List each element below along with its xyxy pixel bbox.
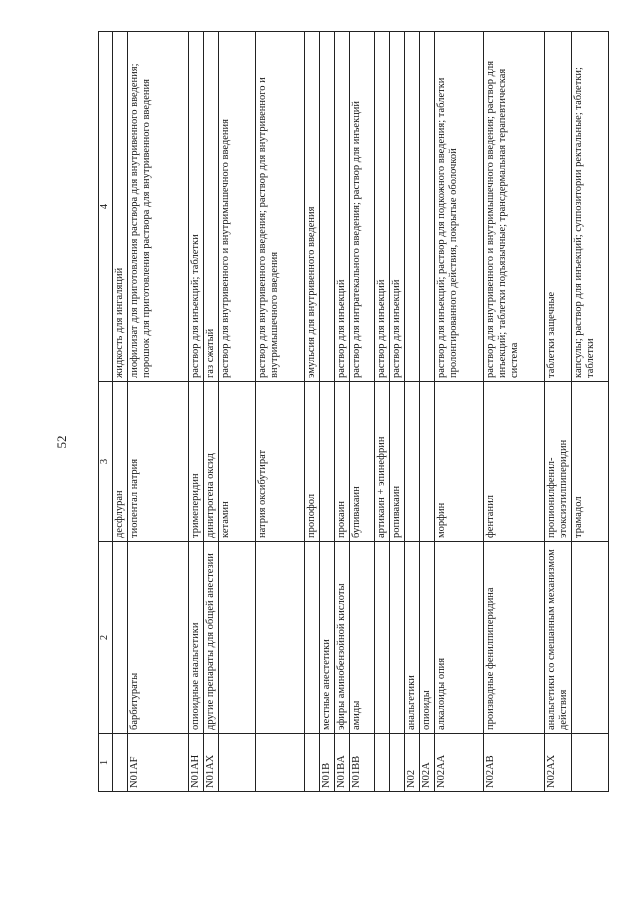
- group-name-cell: [375, 542, 390, 734]
- table-body: [99, 32, 609, 792]
- group-name-cell: опиоидные анальгетики: [189, 542, 204, 734]
- dosage-form-cell: раствор для инъекций; раствор для подкожного введения; таблетки пролонгированного действия, покрытые оболочкой: [435, 32, 484, 382]
- group-name-cell: [390, 542, 405, 734]
- dosage-form-cell: капсулы; раствор для инъекций; суппозитории ректальные; таблетки; таблетки: [572, 32, 609, 382]
- table-row: [350, 32, 375, 792]
- atc-code-cell: N01BA: [335, 734, 350, 792]
- group-name-cell: опиоиды: [420, 542, 435, 734]
- dosage-form-cell: раствор для инъекций: [390, 32, 405, 382]
- table-row: [189, 32, 204, 792]
- group-name-cell: другие препараты для общей анестезии: [204, 542, 219, 734]
- group-name-cell: алкалоиды опия: [435, 542, 484, 734]
- dosage-form-cell: раствор для интратекального введения; раствор для инъекций: [350, 32, 375, 382]
- dosage-form-cell: таблетки защечные: [545, 32, 572, 382]
- dosage-form-cell: раствор для инъекций: [335, 32, 350, 382]
- drug-name-cell: артикаин + эпинефрин: [375, 382, 390, 542]
- dosage-form-cell: лиофилизат для приготовления раствора для внутривенного введения; порошок для приготовления раствора для внутривенного введения: [128, 32, 189, 382]
- table-row: [305, 32, 320, 792]
- dosage-form-cell: [420, 32, 435, 382]
- table-row: [128, 32, 189, 792]
- drug-name-cell: бупивакаин: [350, 382, 375, 542]
- atc-code-cell: N01AF: [128, 734, 189, 792]
- column-header: 3: [99, 382, 113, 542]
- atc-code-cell: N02AA: [435, 734, 484, 792]
- table-row: [390, 32, 405, 792]
- dosage-form-cell: раствор для внутривенного и внутримышечного введения: [219, 32, 256, 382]
- dosage-form-cell: газ сжатый: [204, 32, 219, 382]
- drug-name-cell: фентанил: [484, 382, 545, 542]
- table-row: [405, 32, 420, 792]
- group-name-cell: [572, 542, 609, 734]
- table-row: [375, 32, 390, 792]
- drug-table-page: [98, 32, 596, 792]
- drug-name-cell: динитрогена оксид: [204, 382, 219, 542]
- table-row: [320, 32, 335, 792]
- dosage-form-cell: раствор для инъекций; таблетки: [189, 32, 204, 382]
- atc-code-cell: [375, 734, 390, 792]
- drug-name-cell: прокаин: [335, 382, 350, 542]
- group-name-cell: анальгетики: [405, 542, 420, 734]
- drug-classification-table: [98, 31, 609, 792]
- group-name-cell: анальгетики со смешанным механизмом действия: [545, 542, 572, 734]
- page-number: 52: [54, 435, 69, 449]
- group-name-cell: барбитураты: [128, 542, 189, 734]
- dosage-form-cell: эмульсия для внутривенного введения: [305, 32, 320, 382]
- atc-code-cell: N01BB: [350, 734, 375, 792]
- group-name-cell: [305, 542, 320, 734]
- group-name-cell: [256, 542, 305, 734]
- column-header: 2: [99, 542, 113, 734]
- dosage-form-cell: раствор для инъекций: [375, 32, 390, 382]
- column-header: 4: [99, 32, 113, 382]
- drug-name-cell: десфлуран: [113, 382, 128, 542]
- group-name-cell: амиды: [350, 542, 375, 734]
- group-name-cell: [219, 542, 256, 734]
- table-row: [435, 32, 484, 792]
- atc-code-cell: N02AX: [545, 734, 572, 792]
- atc-code-cell: [305, 734, 320, 792]
- atc-code-cell: N01B: [320, 734, 335, 792]
- group-name-cell: [113, 542, 128, 734]
- atc-code-cell: N02AB: [484, 734, 545, 792]
- drug-name-cell: [405, 382, 420, 542]
- atc-code-cell: [256, 734, 305, 792]
- drug-name-cell: тиопентал натрия: [128, 382, 189, 542]
- dosage-form-cell: раствор для внутривенного введения; раствор для внутривенного и внутримышечного введения: [256, 32, 305, 382]
- atc-code-cell: [219, 734, 256, 792]
- drug-name-cell: натрия оксибутират: [256, 382, 305, 542]
- group-name-cell: производные фенилпиперидина: [484, 542, 545, 734]
- column-number-row: [99, 32, 113, 792]
- drug-name-cell: [420, 382, 435, 542]
- atc-code-cell: N01AX: [204, 734, 219, 792]
- drug-name-cell: морфин: [435, 382, 484, 542]
- table-row: [572, 32, 609, 792]
- table-row: [256, 32, 305, 792]
- dosage-form-cell: жидкость для ингаляций: [113, 32, 128, 382]
- column-header: 1: [99, 734, 113, 792]
- dosage-form-cell: раствор для внутривенного и внутримышечного введения; раствор для инъекций; таблетки подъязычные; трансдермальная терапевтическая система: [484, 32, 545, 382]
- table-row: [484, 32, 545, 792]
- table-row: [204, 32, 219, 792]
- table-row: [335, 32, 350, 792]
- dosage-form-cell: [405, 32, 420, 382]
- drug-name-cell: кетамин: [219, 382, 256, 542]
- drug-name-cell: пропионилфенил-этоксиэтилпиперидин: [545, 382, 572, 542]
- atc-code-cell: [572, 734, 609, 792]
- drug-name-cell: трамадол: [572, 382, 609, 542]
- atc-code-cell: [390, 734, 405, 792]
- atc-code-cell: N02A: [420, 734, 435, 792]
- atc-code-cell: [113, 734, 128, 792]
- dosage-form-cell: [320, 32, 335, 382]
- atc-code-cell: N02: [405, 734, 420, 792]
- drug-name-cell: [320, 382, 335, 542]
- drug-name-cell: пропофол: [305, 382, 320, 542]
- group-name-cell: местные анестетики: [320, 542, 335, 734]
- table-row: [219, 32, 256, 792]
- drug-name-cell: ропивакаин: [390, 382, 405, 542]
- drug-name-cell: тримеперидин: [189, 382, 204, 542]
- group-name-cell: эфиры аминобензойной кислоты: [335, 542, 350, 734]
- table-row: [420, 32, 435, 792]
- atc-code-cell: N01AH: [189, 734, 204, 792]
- table-row: [113, 32, 128, 792]
- table-row: [545, 32, 572, 792]
